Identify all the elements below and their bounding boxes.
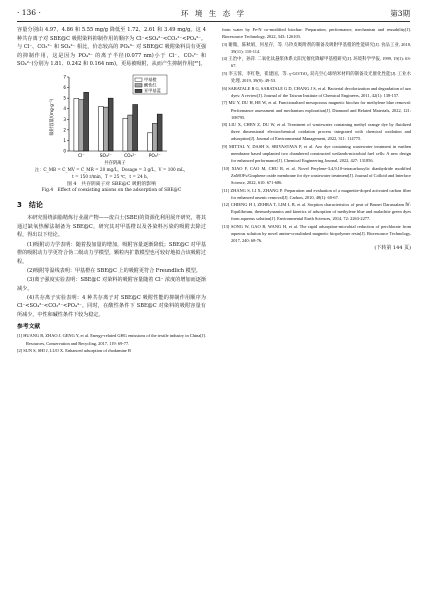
bar xyxy=(157,115,162,152)
continued-note: (下转第 144 页) xyxy=(374,245,411,252)
bar xyxy=(128,116,133,152)
x-tick-label: Cl⁻ xyxy=(77,154,85,160)
conclusion-item: (1)吸附动力学表明：随着投加量的增加，吸附容量逐渐降低；SBE@C 对甲基橙的吸附动力学更符合伪二级动力学模型，颗粒内扩散模型也可较好地拟合该吸附过程。 xyxy=(17,241,206,265)
reference-item: [13] SONG W, GAO B, WANG H, et al. The rapid adsorption-microbial reduction of perchlorate from aqueous solution by novel amine-crosslinked magnetic biopolymer resin[J]. Bioresource Technology, 2017, 240: 68-76. xyxy=(222,224,411,244)
issue-label: 第3期 xyxy=(390,9,410,18)
reference-item: [8] LIU X, CHEN Z, DU W, et al. Treatment of wastewater containing methyl orange dye by fluidized three dimensional electrochemical oxidation process integrated with chemical oxidation and adsorption[J]. Journal of Environmental Management, 2022, 311: 114775. xyxy=(222,122,411,142)
legend-swatch xyxy=(135,84,142,87)
y-tick-label: 2 xyxy=(63,127,66,133)
conclusion-intro: 本研究围绕油脂精炼行业副产物——废白土(SBE)的资源化利用展开研究，将其通过缺氧热解法制备为 SBE@C，研究其对甲基橙以及各染料污染的吸附去除过程，得出以下结论。 xyxy=(17,215,206,239)
bar xyxy=(84,93,89,152)
reference-item: [2] SUN S, SHI J, LUO X. Enhanced adsorption of rhodamine B xyxy=(17,348,131,354)
legend-label: 亚甲基蓝 xyxy=(144,88,161,94)
y-tick-label: 5 xyxy=(63,96,66,102)
reference-item: [7] MU Y, DU H, HE W, et al. Functionalized mesoporous magnetic biochar for methylene blue removal: Performance assessment and mechanism exploration[J]. Diamond and Related Materials, 2022, 121: 108795. xyxy=(222,100,411,120)
bar xyxy=(98,107,103,151)
conclusion-item: (2)吸附等温线表明：甲基橙在 SBE@C 上的吸附更符合 Freundlich 模型。 xyxy=(27,267,201,274)
bar xyxy=(79,100,84,151)
left-column xyxy=(17,26,206,355)
references-title: 参考文献 xyxy=(17,324,41,331)
bar xyxy=(123,119,128,152)
reference-item: [9] MITTAL Y, DASH S, SRIVASTAVA P, et al. Azo dye containing wastewater treatment in earthen membrane based unplanted two chambered constructed wetlands-microbial fuel cells: A new design for enhanced performance[J]. Chemical Engineering Journal, 2022, 427: 131856. xyxy=(222,144,411,164)
x-tick-label: SO₄²⁻ xyxy=(99,154,112,160)
reference-item: [5] 李玉蓉，李红艳，崔建国，等. γ-GO/TiO₂ 双壳空心球纳米材料的制备及光催化性能[J]. 工业水处理, 2019, 39(9): 49-53. xyxy=(222,71,411,84)
figure-caption: 图 4 共存阴离子对 SBE@C 吸附的影响 xyxy=(67,181,156,187)
reference-item: [6] SARATALE R G, SARATALE G D, CHANG J S, et al. Bacterial decolorization and degradation of azo dyes: A review[J]. Journal of the Taiwan Institute of Chemical Engineers, 2011, 42(1): 138-157. xyxy=(222,85,411,98)
bar xyxy=(103,108,108,152)
x-tick-label: CO₃²⁻ xyxy=(124,154,137,160)
figure-caption-en: Fig.4 Effect of coexisting anions on the adsorption of SBE@C xyxy=(41,187,182,193)
legend-label: 甲基橙 xyxy=(144,77,157,83)
reference-item: [1] HUANG B, ZHAO J, GENG Y, et al. Energy-related GHG emissions of the textile industry in China[J]. Resources, Conservation and Recycling, 2017, 119: 69-77. xyxy=(17,333,206,346)
page-number: · 136 · xyxy=(17,8,41,17)
journal-name: 环 境 生 态 学 xyxy=(180,9,247,18)
figure-note: 注：C_MB = C_MV = C_MR = 20 mg/L，Dosage = 3 g/L，V = 100 mL， xyxy=(35,167,188,173)
y-tick-label: 7 xyxy=(63,74,66,80)
right-column xyxy=(222,26,411,252)
reference-item: [4] 王治中，孙萍. 二氧化钛悬浆体系太阳光催化降解甲基橙研究[J]. 环境科学学报, 1999, 19(1): 63-67. xyxy=(222,56,411,69)
legend-swatch xyxy=(135,78,142,81)
y-tick-label: 4 xyxy=(63,106,66,112)
intro-paragraph: 容量分别由 4.97、4.86 和 5.55 mg/g 降低至 1.72、2.61 和 3.49 mg/g。这 4 种共存离子对 SBE@C 吸附染料抑制作用的顺序为 Cl⁻<SO₄²⁻<CO₃²⁻<PO₄³⁻。与 Cl⁻、CO₃²⁻ 和 SO₄²⁻ 相比，价态较高的 PO₄³⁻ 对 SBE@C 吸附染料具有更强的抑制作用，这是因为 PO₄³⁻ 的离子半径(0.077 nm)小于 Cl⁻、CO₃²⁻ 和 SO₄²⁻(分别为 1.81、0.242 和 0.164 nm)，更易被吸附，从而产生抑制作用[²⁵]。 xyxy=(17,27,206,68)
x-axis-label: 共存阴离子 xyxy=(104,161,126,167)
y-tick-label: 1 xyxy=(63,138,66,144)
y-axis-label: 吸附容量/(mg·g⁻¹) xyxy=(50,98,55,136)
reference-item: [11] ZHANG S, LI X, ZHANG P. Preparation and evaluation of a magnetite-doped activated carbon fiber for enhanced arsenic removal[J]. Carbon, 2010, 48(1): 60-67. xyxy=(222,187,411,200)
reference-item: [10] XIAO F, CAO M, CHU R, et al. Novel Perylene-3,4,9,10-tetracarboxylic dianhydride modified ZnMOFs/Graphene oxide membrane for dye wastewater treatment[J]. Journal of Colloid and Interface Science, 2022, 610: 671-686. xyxy=(222,165,411,185)
bar xyxy=(147,133,152,151)
bar xyxy=(74,99,79,152)
y-tick-label: 3 xyxy=(63,117,66,123)
y-tick-label: 0 xyxy=(63,148,66,154)
legend-label: 酸性红 xyxy=(144,83,157,89)
x-tick-label: PO₄³⁻ xyxy=(148,154,161,160)
reference-item: [3] 谢微，陈秋娟，何星存，等. 马铃皮吸附剂的制备及吸附甲基橙的性能研究[J]. 食品工业, 2018, 39(11): 110-114. xyxy=(222,41,411,54)
conclusion-item: (3)离子强度实验表明：SBE@C 对染料的吸附容量随着 Cl⁻ 浓度的增加而逐渐减少。 xyxy=(17,276,206,292)
reference-item: [12] CHIENG H I, ZEHRA T, LIM L B, et al. Sorption characteristics of peat of Brunei Darussalam Ⅳ: Equilibrium, thermodynamics and kinetics of adsorption of methylene blue and malachite green dyes from aqueous solution[J]. Environmental Earth Sciences, 2014, 72: 2263-2277. xyxy=(222,202,411,222)
bar-chart xyxy=(17,69,206,167)
bar xyxy=(133,105,138,152)
figure-note-2: t = 150 r/min，T = 25 ℃，t = 24 h。 xyxy=(72,173,151,179)
legend-swatch xyxy=(135,90,142,93)
bar xyxy=(108,99,113,152)
bar xyxy=(152,124,157,152)
header-rule xyxy=(17,21,410,22)
conclusion-item: (4)共存离子实验表明：4 种共存离子对 SBE@C 吸附性能的抑制作用顺序为 Cl⁻<SO₄²⁻<CO₃²⁻<PO₄³⁻。同时，在酸性条件下 SBE@C 对染料的吸附容量有所减少，中性和碱性条件下较为稳定。 xyxy=(17,294,206,318)
section-title: 3 结论 xyxy=(17,201,43,210)
reference-continuation: from water by Fe-N co-modified biochar: Preparation, performance, mechanism and reusability[J]. Bioresource Technology, 2022, 343: 126103. xyxy=(222,27,411,40)
y-tick-label: 6 xyxy=(63,85,66,91)
figure-4 xyxy=(17,69,206,167)
